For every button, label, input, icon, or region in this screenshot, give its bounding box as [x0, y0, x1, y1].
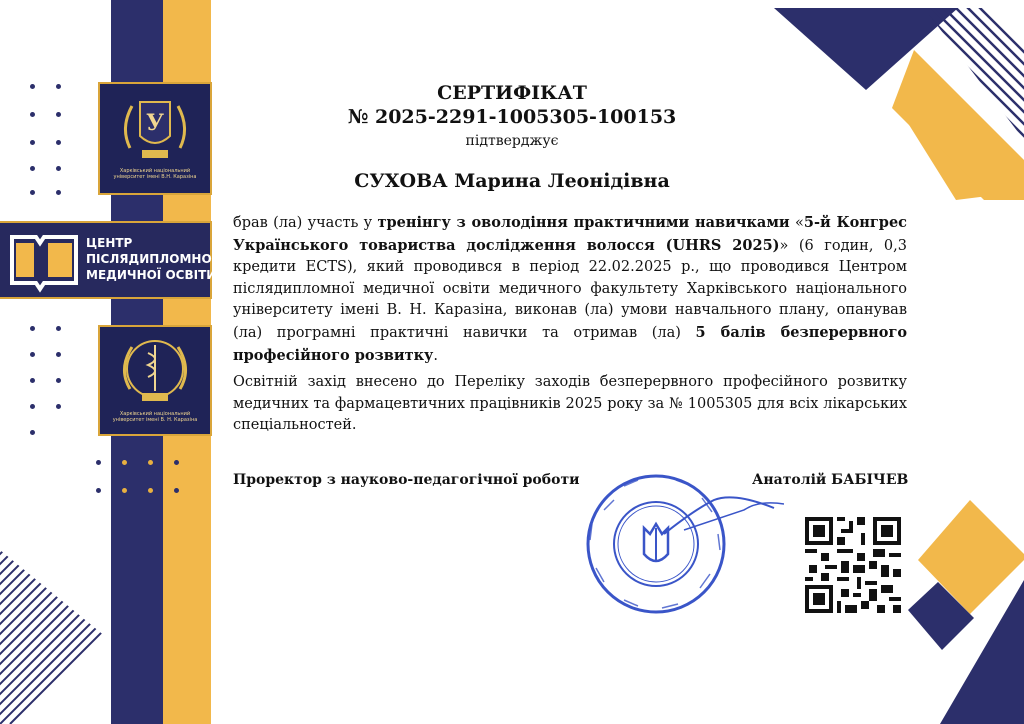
p1-text-c: « [789, 215, 804, 231]
body-paragraph-2: Освітній захід внесено до Переліку заходів безперервного професійного розвитку медичних та фармацевтичних працівників 2025 року за № 1005305 для всіх лікарських спеціальностей. [233, 374, 907, 434]
gold-stripe-overlay [163, 470, 211, 724]
signatory-position: Проректор з науково-педагогічної роботи [233, 472, 580, 488]
medical-faculty-emblem-icon [98, 325, 212, 436]
confirms-label: підтверджує [465, 133, 559, 149]
p1-text-e: » (6 годин, 0,3 кредити ECTS), який проводився в період 22.02.2025 р., що проводився Центром післядипломної медичної освіти медичного факультету Харківського національного університету імені В. Н. Каразіна, виконав (ла) умови навчального плану, опанував (ла) програмні практичні навички та отримав (ла) [233, 237, 907, 341]
qr-code-icon [805, 517, 901, 613]
p1-text-g: . [433, 347, 438, 364]
center-banner [0, 221, 217, 299]
book-logo-icon [4, 223, 84, 297]
signatory-name: Анатолій БАБІЧЕВ [752, 472, 909, 488]
recipient-name: СУХОВА Марина Леонідівна [354, 170, 670, 192]
svg-text:У: У [146, 110, 164, 136]
emblem-top-caption: Харківський національний університет імені В.Н. Каразіна [113, 168, 197, 180]
p1-text-a: брав (ла) участь у [233, 215, 378, 231]
body-paragraph-1 [233, 212, 907, 367]
bottom-right-decoration [900, 500, 1024, 724]
emblem-bottom-caption: Харківський національний університет імені В. Н. Каразіна [112, 411, 198, 423]
official-stamp [584, 470, 784, 620]
p1-credits: 5 балів безперервного професійного розвитку [233, 323, 908, 364]
certificate-number: № 2025-2291-1005305-100153 [347, 106, 677, 128]
p1-event-name: 5-й Конгрес Українського товариства дослідження волосся (UHRS 2025) [233, 214, 908, 254]
p1-training-type: тренінгу з оволодіння практичними навичками [377, 214, 790, 231]
certificate-title: СЕРТИФІКАТ [437, 82, 587, 104]
banner-title: ЦЕНТР ПІСЛЯДИПЛОМНОЇ МЕДИЧНОЇ ОСВІТИ [86, 236, 217, 282]
navy-stripe-overlay [111, 470, 163, 724]
